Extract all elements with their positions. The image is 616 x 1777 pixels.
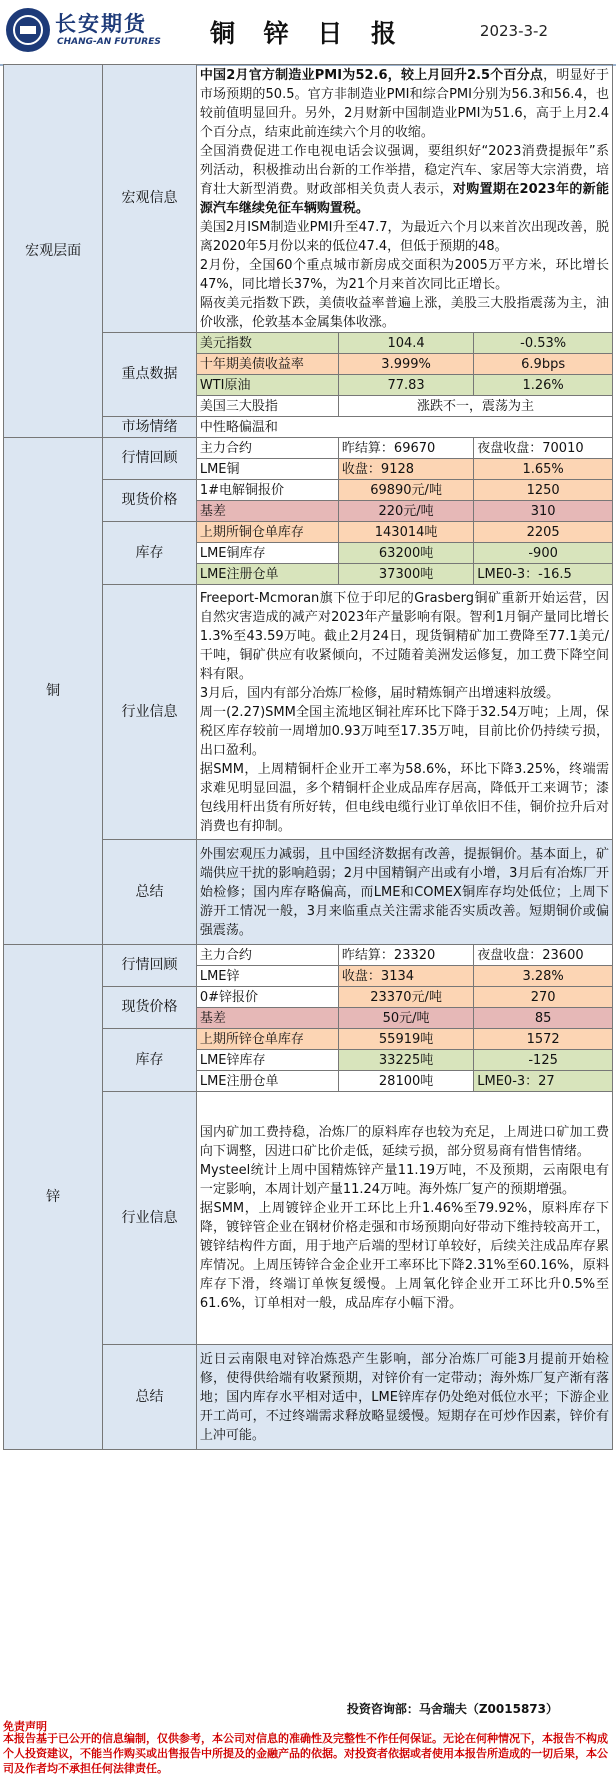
copper-spot-v1: 220元/吨 bbox=[338, 501, 473, 522]
zinc-stock-name: LME注册仓单 bbox=[196, 1071, 338, 1092]
zinc-review-v1: 昨结算：23320 bbox=[338, 945, 473, 966]
copper-industry-paragraph: 3月后，国内有部分冶炼厂检修，届时精炼铜产出增速料放缓。 bbox=[199, 685, 560, 701]
macro-paragraph: 2月份，全国60个重点城市新房成交面积为2005万平方米，环比增长47%，同比增长37%，为21个月来首次同比正增长。 bbox=[199, 257, 609, 292]
zinc-industry-paragraph: 据SMM，上周镀锌企业开工环比上升1.46%至79.92%，原料库存下降，镀锌管企业在钢材价格走强和市场预期向好带动下维持较高开工，镀锌结构件方面，用于地产后端的型材订单较好，后续关注成品库存累库情况。上周压铸锌合金企业开工率环比下降2.31%至60.16%，原料库存下滑，终端订单恢复缓慢。上周氧化锌企业开工环比升0.5%至61.6%，订单相对一般，成品库存小幅下滑。 bbox=[199, 1201, 609, 1311]
copper-industry-paragraph: Freeport-Mcmoran旗下位于印尼的Grasberg铜矿重新开始运营，因自然灾害造成的减产对2023年产量影响有限。智利1月铜产量同比增长1.3%至43.59万吨。截止2月24日，现货铜精矿加工费降至77.1美元/干吨，铜矿供应有收紧倾向，不过随着美洲发运修复，加工费下降空间料有限。 bbox=[199, 590, 609, 682]
zinc-stock-name: LME锌库存 bbox=[196, 1050, 338, 1071]
zinc-summary-text: 近日云南限电对锌冶炼恐产生影响，部分冶炼厂可能3月提前开始检修，使得供给端有收紧预期，对锌价有一定带动；海外炼厂复产渐有落地；国内库存水平相对适中，LME锌库存仍处绝对低位水平；下游企业开工尚可，不过终端需求释放略显缓慢。短期存在可炒作因素，锌价有上冲可能。 bbox=[196, 1345, 612, 1450]
key-data-label: 重点数据 bbox=[103, 333, 197, 417]
report-table bbox=[3, 64, 613, 1450]
sentiment-value: 中性略偏温和 bbox=[196, 417, 612, 438]
zinc-review-v1: 收盘：3134 bbox=[338, 966, 473, 987]
macro-info-text bbox=[196, 65, 612, 333]
copper-industry-paragraph: 据SMM，上周精铜杆企业开工率为58.6%，环比下降3.25%，终端需求难见明显回温，多个精铜杆企业成品库存居高，降低开工来调节；漆包线用杆出货有所好转，但电线电缆行业订单依旧不佳，铜价拉升后对消费也有抑制。 bbox=[199, 761, 609, 834]
report-header bbox=[0, 0, 616, 66]
zinc-stock-label: 库存 bbox=[103, 1029, 197, 1092]
zinc-industry-paragraph: 国内矿加工费持稳，冶炼厂的原料库存也较为充足，上周进口矿加工费向下调整，因进口矿比价走低，延续亏损，部分贸易商有惜售情绪。 bbox=[199, 1125, 609, 1159]
copper-stock-name: 上期所铜仓单库存 bbox=[196, 522, 338, 543]
key-row-change: -0.53% bbox=[474, 333, 613, 354]
zinc-review-v2: 3.28% bbox=[474, 966, 613, 987]
key-row-value: 104.4 bbox=[338, 333, 473, 354]
copper-stock-v2: 2205 bbox=[474, 522, 613, 543]
key-row-name: 十年期美债收益率 bbox=[196, 354, 338, 375]
zinc-spot-name: 0#锌报价 bbox=[196, 987, 338, 1008]
disclaimer-title: 免责声明 bbox=[3, 1720, 47, 1733]
copper-spot-v2: 1250 bbox=[474, 480, 613, 501]
zinc-spot-v1: 50元/吨 bbox=[338, 1008, 473, 1029]
key-row-name: 美国三大股指 bbox=[196, 396, 338, 417]
copper-summary-label: 总结 bbox=[103, 840, 197, 945]
brand-name-en: CHANG-AN FUTURES bbox=[57, 37, 161, 47]
copper-review-name: LME铜 bbox=[196, 459, 338, 480]
zinc-review-v2: 夜盘收盘：23600 bbox=[474, 945, 613, 966]
zinc-industry-paragraph: Mysteel统计上周中国精炼锌产量11.19万吨，不及预期，云南限电有一定影响，本周计划产量11.24万吨。海外炼厂复产的预期增强。 bbox=[199, 1163, 609, 1197]
zinc-industry-label: 行业信息 bbox=[103, 1092, 197, 1345]
zinc-spot-label: 现货价格 bbox=[103, 987, 197, 1029]
zinc-review-name: LME锌 bbox=[196, 966, 338, 987]
copper-stock-v2: -900 bbox=[474, 543, 613, 564]
copper-summary-text: 外围宏观压力减弱，且中国经济数据有改善，提振铜价。基本面上，矿端供应干扰的影响趋弱；2月中国精铜产出或有小增，3月后有冶炼厂开始检修；国内库存略偏高，而LME和COMEX铜库存均处低位；上周下游开工情况一般，3月来临重点关注需求能否实质改善。短期铜价或偏强震荡。 bbox=[196, 840, 612, 945]
copper-industry-text bbox=[196, 585, 612, 840]
analyst-credit: 投资咨询部：马舍瑞夫（Z0015873） bbox=[346, 1702, 558, 1716]
zinc-stock-v2: 1572 bbox=[474, 1029, 613, 1050]
copper-review-v1: 昨结算：69670 bbox=[338, 438, 473, 459]
zinc-stock-v1: 28100吨 bbox=[338, 1071, 473, 1092]
key-row-value: 3.999% bbox=[338, 354, 473, 375]
copper-review-label: 行情回顾 bbox=[103, 438, 197, 480]
zinc-stock-v2: -125 bbox=[474, 1050, 613, 1071]
copper-review-name: 主力合约 bbox=[196, 438, 338, 459]
brand-name: 长安期货 bbox=[55, 12, 147, 36]
zinc-stock-v2: LME0-3：27 bbox=[474, 1071, 613, 1092]
copper-stock-v2: LME0-3：-16.5 bbox=[474, 564, 613, 585]
copper-stock-name: LME注册仓单 bbox=[196, 564, 338, 585]
key-row-name: 美元指数 bbox=[196, 333, 338, 354]
macro-paragraph: 隔夜美元指数下跌，美债收益率普遍上涨，美股三大股指震荡为主，油价收涨，伦敦基本金属集体收涨。 bbox=[199, 295, 609, 330]
zinc-summary-label: 总结 bbox=[103, 1345, 197, 1450]
zinc-stock-v1: 33225吨 bbox=[338, 1050, 473, 1071]
zinc-industry-text bbox=[196, 1092, 612, 1345]
key-row-change: 1.26% bbox=[474, 375, 613, 396]
macro-paragraph: 美国2月ISM制造业PMI升至47.7，为最近六个月以来首次出现改善，脱离2020年5月份以来的低位47.4，但低于预期的48。 bbox=[199, 219, 609, 254]
zinc-review-name: 主力合约 bbox=[196, 945, 338, 966]
report-date: 2023-3-2 bbox=[479, 22, 548, 40]
key-row-name: WTI原油 bbox=[196, 375, 338, 396]
copper-industry-label: 行业信息 bbox=[103, 585, 197, 840]
macro-paragraph: 全国消费促进工作电视电话会议强调，要组织好“2023消费提振年”系列活动，积极推动出台新的工作举措，稳定汽车、家居等大宗消费，培育壮大新型消费。财政部相关负责人表示，对购置期在2023年的新能源汽车继续免征车辆购置税。 bbox=[199, 143, 609, 216]
copper-review-v2: 夜盘收盘：70010 bbox=[474, 438, 613, 459]
copper-review-v1: 收盘：9128 bbox=[338, 459, 473, 480]
zinc-spot-v2: 270 bbox=[474, 987, 613, 1008]
copper-stock-label: 库存 bbox=[103, 522, 197, 585]
copper-review-v2: 1.65% bbox=[474, 459, 613, 480]
report-title: 铜 锌 日 报 bbox=[209, 19, 407, 48]
disclaimer-text: 本报告基于已公开的信息编制，仅供参考，本公司对信息的准确性及完整性不作任何保证。无论在何种情况下，本报告不构成个人投资建议，不能当作购买或出售报告中所提及的金融产品的依据。对投资者依据或者使用本报告所造成的一切后果，本公司及作者均不承担任何法律责任。 bbox=[3, 1732, 608, 1775]
section-zinc: 锌 bbox=[4, 945, 103, 1450]
macro-info-label: 宏观信息 bbox=[103, 65, 197, 333]
copper-spot-name: 基差 bbox=[196, 501, 338, 522]
copper-stock-name: LME铜库存 bbox=[196, 543, 338, 564]
key-row-merged: 涨跌不一，震荡为主 bbox=[338, 396, 612, 417]
copper-spot-v1: 69890元/吨 bbox=[338, 480, 473, 501]
copper-stock-v1: 63200吨 bbox=[338, 543, 473, 564]
section-copper: 铜 bbox=[4, 438, 103, 945]
copper-stock-v1: 37300吨 bbox=[338, 564, 473, 585]
section-macro: 宏观层面 bbox=[4, 65, 103, 438]
key-row-value: 77.83 bbox=[338, 375, 473, 396]
zinc-spot-v2: 85 bbox=[474, 1008, 613, 1029]
copper-spot-name: 1#电解铜报价 bbox=[196, 480, 338, 501]
key-row-change: 6.9bps bbox=[474, 354, 613, 375]
macro-paragraph: 中国2月官方制造业PMI为52.6，较上月回升2.5个百分点，明显好于市场预期的50.5。官方非制造业PMI和综合PMI分别为56.3和56.4，也较前值明显回升。另外，2月财新中国制造业PMI为51.6，高于上月2.4个百分点，结束此前连续六个月的收缩。 bbox=[199, 67, 609, 140]
zinc-stock-v1: 55919吨 bbox=[338, 1029, 473, 1050]
copper-spot-label: 现货价格 bbox=[103, 480, 197, 522]
copper-spot-v2: 310 bbox=[474, 501, 613, 522]
sentiment-label: 市场情绪 bbox=[103, 417, 197, 438]
zinc-review-label: 行情回顾 bbox=[103, 945, 197, 987]
copper-stock-v1: 143014吨 bbox=[338, 522, 473, 543]
zinc-stock-name: 上期所锌仓单库存 bbox=[196, 1029, 338, 1050]
zinc-spot-v1: 23370元/吨 bbox=[338, 987, 473, 1008]
copper-industry-paragraph: 周一(2.27)SMM全国主流地区铜社库环比下降于32.54万吨；上周，保税区库存较前一周增加0.93万吨至17.35万吨，目前比价仍持续亏损，出口盈利。 bbox=[199, 704, 609, 758]
zinc-spot-name: 基差 bbox=[196, 1008, 338, 1029]
